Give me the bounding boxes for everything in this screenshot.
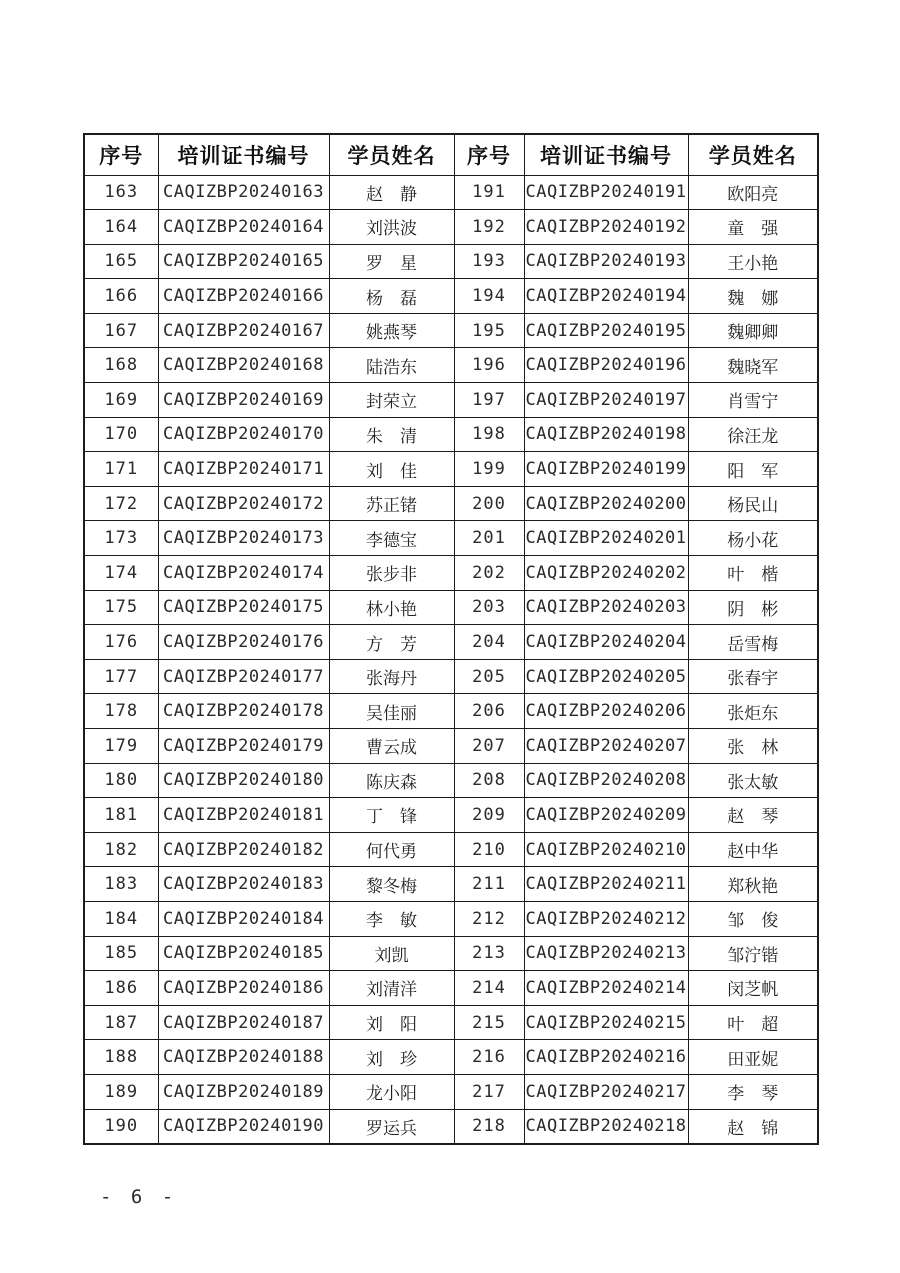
- student-name-cell: 李德宝: [329, 521, 454, 556]
- student-name-cell: 张步非: [329, 556, 454, 591]
- student-name-cell: 赵 静: [329, 175, 454, 210]
- student-name-cell: 陈庆森: [329, 763, 454, 798]
- student-name-cell: 李 琴: [688, 1074, 818, 1109]
- cert-number-cell: CAQIZBP20240192: [524, 210, 688, 245]
- cert-number-cell: CAQIZBP20240167: [158, 313, 329, 348]
- cert-number-cell: CAQIZBP20240218: [524, 1109, 688, 1144]
- student-name-cell: 姚燕琴: [329, 313, 454, 348]
- student-name-cell: 赵 锦: [688, 1109, 818, 1144]
- table-row: [84, 452, 818, 487]
- student-name-cell: 杨小花: [688, 521, 818, 556]
- student-name-cell: 魏 娜: [688, 279, 818, 314]
- student-name-cell: 邹泞锴: [688, 936, 818, 971]
- column-header-name-left: 学员姓名: [329, 134, 454, 175]
- serial-cell: 169: [84, 383, 158, 418]
- serial-cell: 190: [84, 1109, 158, 1144]
- serial-cell: 183: [84, 867, 158, 902]
- table-row: [84, 867, 818, 902]
- serial-cell: 188: [84, 1040, 158, 1075]
- serial-cell: 174: [84, 556, 158, 591]
- student-name-cell: 曹云成: [329, 729, 454, 764]
- student-name-cell: 何代勇: [329, 832, 454, 867]
- student-name-cell: 岳雪梅: [688, 625, 818, 660]
- student-name-cell: 刘 珍: [329, 1040, 454, 1075]
- table-row: [84, 279, 818, 314]
- serial-cell: 199: [454, 452, 524, 487]
- student-name-cell: 田亚妮: [688, 1040, 818, 1075]
- column-header-serial-left: 序号: [84, 134, 158, 175]
- cert-number-cell: CAQIZBP20240163: [158, 175, 329, 210]
- table-row: [84, 832, 818, 867]
- serial-cell: 189: [84, 1074, 158, 1109]
- table-row: [84, 763, 818, 798]
- table-row: [84, 175, 818, 210]
- table-row: [84, 901, 818, 936]
- cert-number-cell: CAQIZBP20240193: [524, 244, 688, 279]
- table-row: [84, 590, 818, 625]
- serial-cell: 181: [84, 798, 158, 833]
- student-name-cell: 朱 清: [329, 417, 454, 452]
- column-header-serial-right: 序号: [454, 134, 524, 175]
- serial-cell: 194: [454, 279, 524, 314]
- serial-cell: 182: [84, 832, 158, 867]
- column-header-name-right: 学员姓名: [688, 134, 818, 175]
- table-row: [84, 1040, 818, 1075]
- cert-number-cell: CAQIZBP20240216: [524, 1040, 688, 1075]
- serial-cell: 200: [454, 486, 524, 521]
- cert-number-cell: CAQIZBP20240196: [524, 348, 688, 383]
- student-name-cell: 陆浩东: [329, 348, 454, 383]
- cert-number-cell: CAQIZBP20240181: [158, 798, 329, 833]
- student-name-cell: 丁 锋: [329, 798, 454, 833]
- serial-cell: 205: [454, 659, 524, 694]
- cert-number-cell: CAQIZBP20240194: [524, 279, 688, 314]
- cert-number-cell: CAQIZBP20240174: [158, 556, 329, 591]
- serial-cell: 166: [84, 279, 158, 314]
- serial-cell: 216: [454, 1040, 524, 1075]
- serial-cell: 163: [84, 175, 158, 210]
- cert-number-cell: CAQIZBP20240178: [158, 694, 329, 729]
- student-name-cell: 肖雪宁: [688, 383, 818, 418]
- serial-cell: 193: [454, 244, 524, 279]
- student-name-cell: 欧阳亮: [688, 175, 818, 210]
- table-row: [84, 210, 818, 245]
- column-header-cert-right: 培训证书编号: [524, 134, 688, 175]
- serial-cell: 192: [454, 210, 524, 245]
- cert-number-cell: CAQIZBP20240180: [158, 763, 329, 798]
- student-name-cell: 黎冬梅: [329, 867, 454, 902]
- serial-cell: 203: [454, 590, 524, 625]
- student-name-cell: 杨民山: [688, 486, 818, 521]
- cert-number-cell: CAQIZBP20240209: [524, 798, 688, 833]
- serial-cell: 197: [454, 383, 524, 418]
- student-name-cell: 魏晓军: [688, 348, 818, 383]
- cert-number-cell: CAQIZBP20240171: [158, 452, 329, 487]
- serial-cell: 215: [454, 1005, 524, 1040]
- cert-number-cell: CAQIZBP20240179: [158, 729, 329, 764]
- table-row: [84, 625, 818, 660]
- student-name-cell: 徐汪龙: [688, 417, 818, 452]
- serial-cell: 217: [454, 1074, 524, 1109]
- table-row: [84, 971, 818, 1006]
- table-row: [84, 556, 818, 591]
- cert-number-cell: CAQIZBP20240199: [524, 452, 688, 487]
- serial-cell: 179: [84, 729, 158, 764]
- student-name-cell: 罗 星: [329, 244, 454, 279]
- student-name-cell: 杨 磊: [329, 279, 454, 314]
- serial-cell: 165: [84, 244, 158, 279]
- student-name-cell: 张 林: [688, 729, 818, 764]
- student-name-cell: 叶 楷: [688, 556, 818, 591]
- serial-cell: 218: [454, 1109, 524, 1144]
- table-row: [84, 798, 818, 833]
- cert-number-cell: CAQIZBP20240205: [524, 659, 688, 694]
- student-name-cell: 刘洪波: [329, 210, 454, 245]
- serial-cell: 176: [84, 625, 158, 660]
- table-row: [84, 659, 818, 694]
- serial-cell: 175: [84, 590, 158, 625]
- cert-number-cell: CAQIZBP20240173: [158, 521, 329, 556]
- serial-cell: 167: [84, 313, 158, 348]
- student-name-cell: 吴佳丽: [329, 694, 454, 729]
- serial-cell: 171: [84, 452, 158, 487]
- table-row: [84, 486, 818, 521]
- student-name-cell: 刘凯: [329, 936, 454, 971]
- table-row: [84, 1005, 818, 1040]
- table-row: [84, 244, 818, 279]
- serial-cell: 196: [454, 348, 524, 383]
- serial-cell: 180: [84, 763, 158, 798]
- serial-cell: 186: [84, 971, 158, 1006]
- table-row: [84, 383, 818, 418]
- serial-cell: 201: [454, 521, 524, 556]
- cert-number-cell: CAQIZBP20240187: [158, 1005, 329, 1040]
- serial-cell: 185: [84, 936, 158, 971]
- cert-number-cell: CAQIZBP20240175: [158, 590, 329, 625]
- cert-number-cell: CAQIZBP20240198: [524, 417, 688, 452]
- cert-number-cell: CAQIZBP20240190: [158, 1109, 329, 1144]
- cert-number-cell: CAQIZBP20240164: [158, 210, 329, 245]
- student-name-cell: 魏卿卿: [688, 313, 818, 348]
- cert-number-cell: CAQIZBP20240177: [158, 659, 329, 694]
- serial-cell: 168: [84, 348, 158, 383]
- cert-number-cell: CAQIZBP20240201: [524, 521, 688, 556]
- cert-number-cell: CAQIZBP20240189: [158, 1074, 329, 1109]
- student-name-cell: 童 强: [688, 210, 818, 245]
- serial-cell: 172: [84, 486, 158, 521]
- cert-number-cell: CAQIZBP20240185: [158, 936, 329, 971]
- cert-number-cell: CAQIZBP20240215: [524, 1005, 688, 1040]
- student-name-cell: 邹 俊: [688, 901, 818, 936]
- cert-number-cell: CAQIZBP20240202: [524, 556, 688, 591]
- student-name-cell: 李 敏: [329, 901, 454, 936]
- cert-number-cell: CAQIZBP20240166: [158, 279, 329, 314]
- cert-number-cell: CAQIZBP20240210: [524, 832, 688, 867]
- student-name-cell: 张太敏: [688, 763, 818, 798]
- cert-number-cell: CAQIZBP20240170: [158, 417, 329, 452]
- student-name-cell: 王小艳: [688, 244, 818, 279]
- page-number: - 6 -: [100, 1186, 178, 1208]
- cert-number-cell: CAQIZBP20240197: [524, 383, 688, 418]
- certificate-table: [83, 133, 819, 1145]
- student-name-cell: 阳 军: [688, 452, 818, 487]
- student-name-cell: 张炬东: [688, 694, 818, 729]
- serial-cell: 204: [454, 625, 524, 660]
- student-name-cell: 赵 琴: [688, 798, 818, 833]
- cert-number-cell: CAQIZBP20240182: [158, 832, 329, 867]
- student-name-cell: 闵芝帆: [688, 971, 818, 1006]
- student-name-cell: 苏正锗: [329, 486, 454, 521]
- table-row: [84, 1109, 818, 1144]
- cert-number-cell: CAQIZBP20240200: [524, 486, 688, 521]
- student-name-cell: 阴 彬: [688, 590, 818, 625]
- student-name-cell: 罗运兵: [329, 1109, 454, 1144]
- cert-number-cell: CAQIZBP20240208: [524, 763, 688, 798]
- serial-cell: 170: [84, 417, 158, 452]
- serial-cell: 209: [454, 798, 524, 833]
- cert-number-cell: CAQIZBP20240165: [158, 244, 329, 279]
- table-row: [84, 521, 818, 556]
- serial-cell: 214: [454, 971, 524, 1006]
- serial-cell: 164: [84, 210, 158, 245]
- table-header-row: [84, 134, 818, 175]
- table-row: [84, 936, 818, 971]
- student-name-cell: 刘 阳: [329, 1005, 454, 1040]
- cert-number-cell: CAQIZBP20240183: [158, 867, 329, 902]
- serial-cell: 206: [454, 694, 524, 729]
- student-name-cell: 郑秋艳: [688, 867, 818, 902]
- table-row: [84, 694, 818, 729]
- serial-cell: 212: [454, 901, 524, 936]
- cert-number-cell: CAQIZBP20240217: [524, 1074, 688, 1109]
- serial-cell: 202: [454, 556, 524, 591]
- student-name-cell: 叶 超: [688, 1005, 818, 1040]
- cert-number-cell: CAQIZBP20240186: [158, 971, 329, 1006]
- cert-number-cell: CAQIZBP20240203: [524, 590, 688, 625]
- table-row: [84, 729, 818, 764]
- cert-number-cell: CAQIZBP20240212: [524, 901, 688, 936]
- cert-number-cell: CAQIZBP20240213: [524, 936, 688, 971]
- cert-number-cell: CAQIZBP20240206: [524, 694, 688, 729]
- cert-number-cell: CAQIZBP20240184: [158, 901, 329, 936]
- cert-number-cell: CAQIZBP20240204: [524, 625, 688, 660]
- cert-number-cell: CAQIZBP20240176: [158, 625, 329, 660]
- serial-cell: 211: [454, 867, 524, 902]
- student-name-cell: 刘 佳: [329, 452, 454, 487]
- cert-number-cell: CAQIZBP20240214: [524, 971, 688, 1006]
- student-name-cell: 林小艳: [329, 590, 454, 625]
- student-name-cell: 封荣立: [329, 383, 454, 418]
- table-row: [84, 1074, 818, 1109]
- serial-cell: 208: [454, 763, 524, 798]
- serial-cell: 178: [84, 694, 158, 729]
- student-name-cell: 龙小阳: [329, 1074, 454, 1109]
- serial-cell: 198: [454, 417, 524, 452]
- table-row: [84, 313, 818, 348]
- cert-number-cell: CAQIZBP20240211: [524, 867, 688, 902]
- student-name-cell: 张春宇: [688, 659, 818, 694]
- student-name-cell: 张海丹: [329, 659, 454, 694]
- cert-number-cell: CAQIZBP20240172: [158, 486, 329, 521]
- table-row: [84, 348, 818, 383]
- cert-number-cell: CAQIZBP20240169: [158, 383, 329, 418]
- serial-cell: 195: [454, 313, 524, 348]
- cert-number-cell: CAQIZBP20240168: [158, 348, 329, 383]
- serial-cell: 213: [454, 936, 524, 971]
- serial-cell: 210: [454, 832, 524, 867]
- serial-cell: 191: [454, 175, 524, 210]
- serial-cell: 184: [84, 901, 158, 936]
- column-header-cert-left: 培训证书编号: [158, 134, 329, 175]
- student-name-cell: 方 芳: [329, 625, 454, 660]
- serial-cell: 187: [84, 1005, 158, 1040]
- cert-number-cell: CAQIZBP20240195: [524, 313, 688, 348]
- serial-cell: 177: [84, 659, 158, 694]
- cert-number-cell: CAQIZBP20240191: [524, 175, 688, 210]
- student-name-cell: 刘清洋: [329, 971, 454, 1006]
- table-row: [84, 417, 818, 452]
- serial-cell: 173: [84, 521, 158, 556]
- cert-number-cell: CAQIZBP20240188: [158, 1040, 329, 1075]
- serial-cell: 207: [454, 729, 524, 764]
- student-name-cell: 赵中华: [688, 832, 818, 867]
- cert-number-cell: CAQIZBP20240207: [524, 729, 688, 764]
